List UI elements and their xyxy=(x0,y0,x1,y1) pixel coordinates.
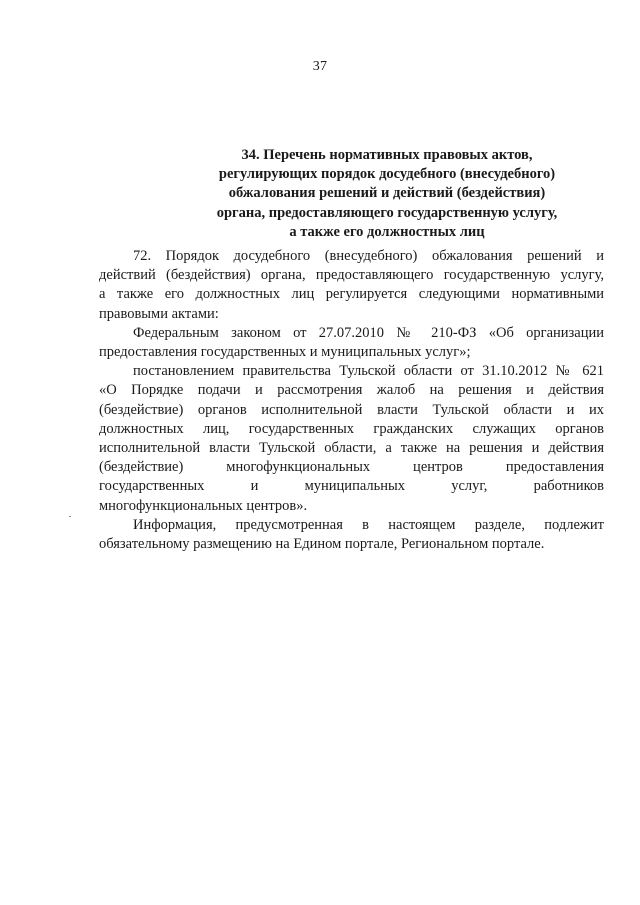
heading-line: обжалования решений и действий (бездействия) xyxy=(228,185,546,202)
paragraph-federal-law xyxy=(99,324,604,362)
text-line: 72. Порядок досудебного (внесудебного) обжалования решений и xyxy=(133,248,604,264)
paragraph-72 xyxy=(99,247,604,324)
text-line: многофункциональных центров». xyxy=(99,497,308,514)
paragraph-resolution xyxy=(99,362,604,516)
text-line: исполнительной власти Тульской области, а также на решения и действия xyxy=(99,440,604,457)
text-line: постановлением правительства Тульской области от 31.10.2012 № 621 xyxy=(133,363,604,380)
text-line: (бездействие) органов исполнительной власти Тульской области и их xyxy=(99,401,604,418)
text-line: Федеральным законом от 27.07.2010 № 210-ФЗ «Об организации xyxy=(133,324,604,341)
text-line: предоставления государственных и муниципальных услуг»; xyxy=(99,344,471,361)
text-line: (бездействие) многофункциональных центров предоставления xyxy=(99,459,604,476)
document-body xyxy=(99,247,604,554)
paragraph-information xyxy=(99,516,604,554)
scan-speck xyxy=(69,516,71,517)
text-line: обязательному размещению на Едином портале, Региональном портале. xyxy=(99,536,545,553)
text-line: правовыми актами: xyxy=(99,305,219,322)
page-number: 37 xyxy=(312,59,328,74)
heading-line: а также его должностных лиц xyxy=(289,223,485,240)
text-line: должностных лиц, государственных гражданских служащих органов xyxy=(99,420,604,437)
section-heading xyxy=(150,146,624,242)
text-line: «О Порядке подачи и рассмотрения жалоб на решения и действия xyxy=(99,382,604,399)
text-line: Информация, предусмотренная в настоящем разделе, подлежит xyxy=(133,516,604,533)
heading-line: регулирующих порядок досудебного (внесудебного) xyxy=(218,166,556,183)
text-line: действий (бездействия) органа, предоставляющего государственную услугу, xyxy=(99,267,604,284)
heading-line: органа, предоставляющего государственную услугу, xyxy=(216,204,558,221)
text-line: а также его должностных лиц регулируется следующими нормативными xyxy=(99,286,604,303)
text-line: государственных и муниципальных услуг, работников xyxy=(99,478,604,495)
heading-line: 34. Перечень нормативных правовых актов, xyxy=(241,147,533,163)
